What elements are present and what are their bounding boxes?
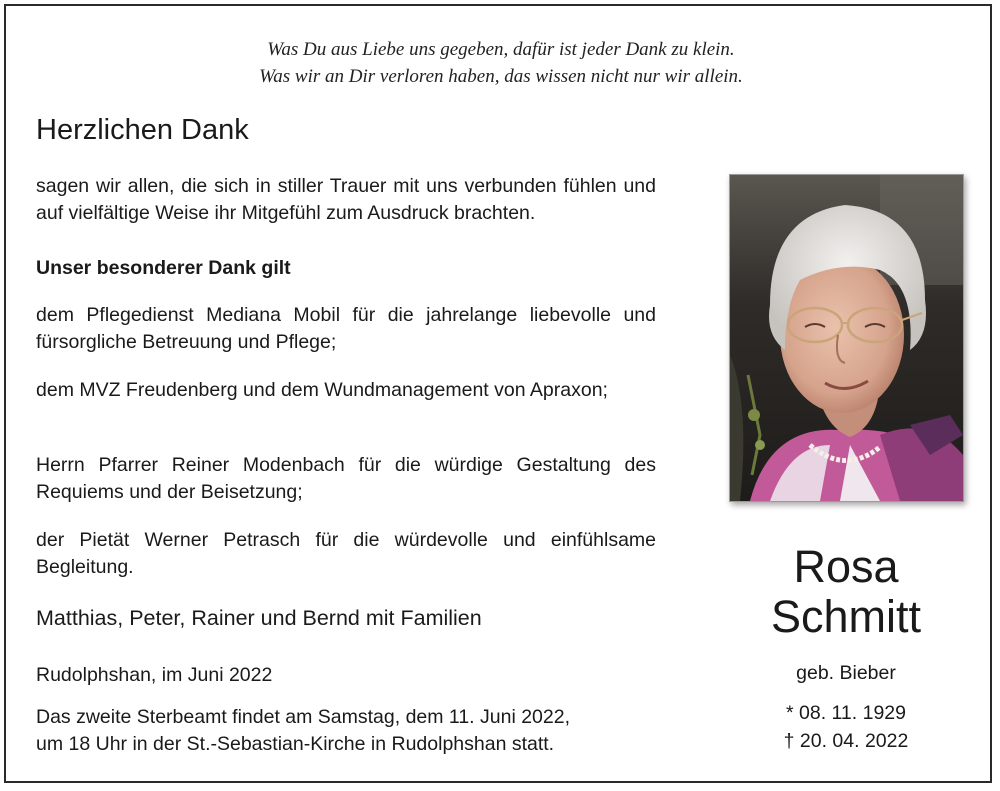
death-date: † 20. 04. 2022 (783, 730, 909, 752)
thanks-item-1: dem Pflegedienst Mediana Mobil für die jahrelange liebevolle und fürsorgliche Betreuung und Pflege; (36, 304, 656, 353)
page-title: Herzlichen Dank (36, 114, 249, 146)
place-date: Rudolphshan, im Juni 2022 (36, 664, 273, 686)
intro-text: sagen wir allen, die sich in stiller Trauer mit uns verbunden fühlen und auf vielfältige Weise ihr Mitgefühl zum Ausdruck brachten. (36, 175, 656, 224)
birth-date: * 08. 11. 1929 (786, 702, 906, 724)
thanks-item-3: Herrn Pfarrer Reiner Modenbach für die würdige Gestaltung des Requiems und der Beisetzung; (36, 454, 656, 503)
thanks-item-2: dem MVZ Freudenberg und dem Wundmanagement von Apraxon; (36, 379, 608, 401)
service-info (36, 704, 656, 758)
quote-line-1: Was Du aus Liebe uns gegeben, dafür ist jeder Dank zu klein. (267, 39, 735, 60)
quote-line-2: Was wir an Dir verloren haben, das wissen nicht nur wir allein. (259, 66, 743, 87)
service-line-1: Das zweite Sterbeamt findet am Samstag, dem 11. Juni 2022, (36, 706, 570, 728)
portrait-photo (729, 174, 964, 502)
maiden-name: geb. Bieber (796, 662, 896, 684)
special-thanks-label: Unser besonderer Dank gilt (36, 257, 291, 279)
service-line-2: um 18 Uhr in der St.-Sebastian-Kirche in Rudolphshan statt. (36, 733, 555, 755)
family-signature: Matthias, Peter, Rainer und Bernd mit Familien (36, 606, 482, 630)
thanks-item-4: der Pietät Werner Petrasch für die würdevolle und einfühlsame Begleitung. (36, 529, 656, 578)
deceased-last-name: Schmitt (770, 591, 922, 642)
memorial-quote (0, 36, 1000, 90)
special-thanks-heading (36, 255, 656, 282)
deceased-first-name: Rosa (793, 541, 899, 592)
